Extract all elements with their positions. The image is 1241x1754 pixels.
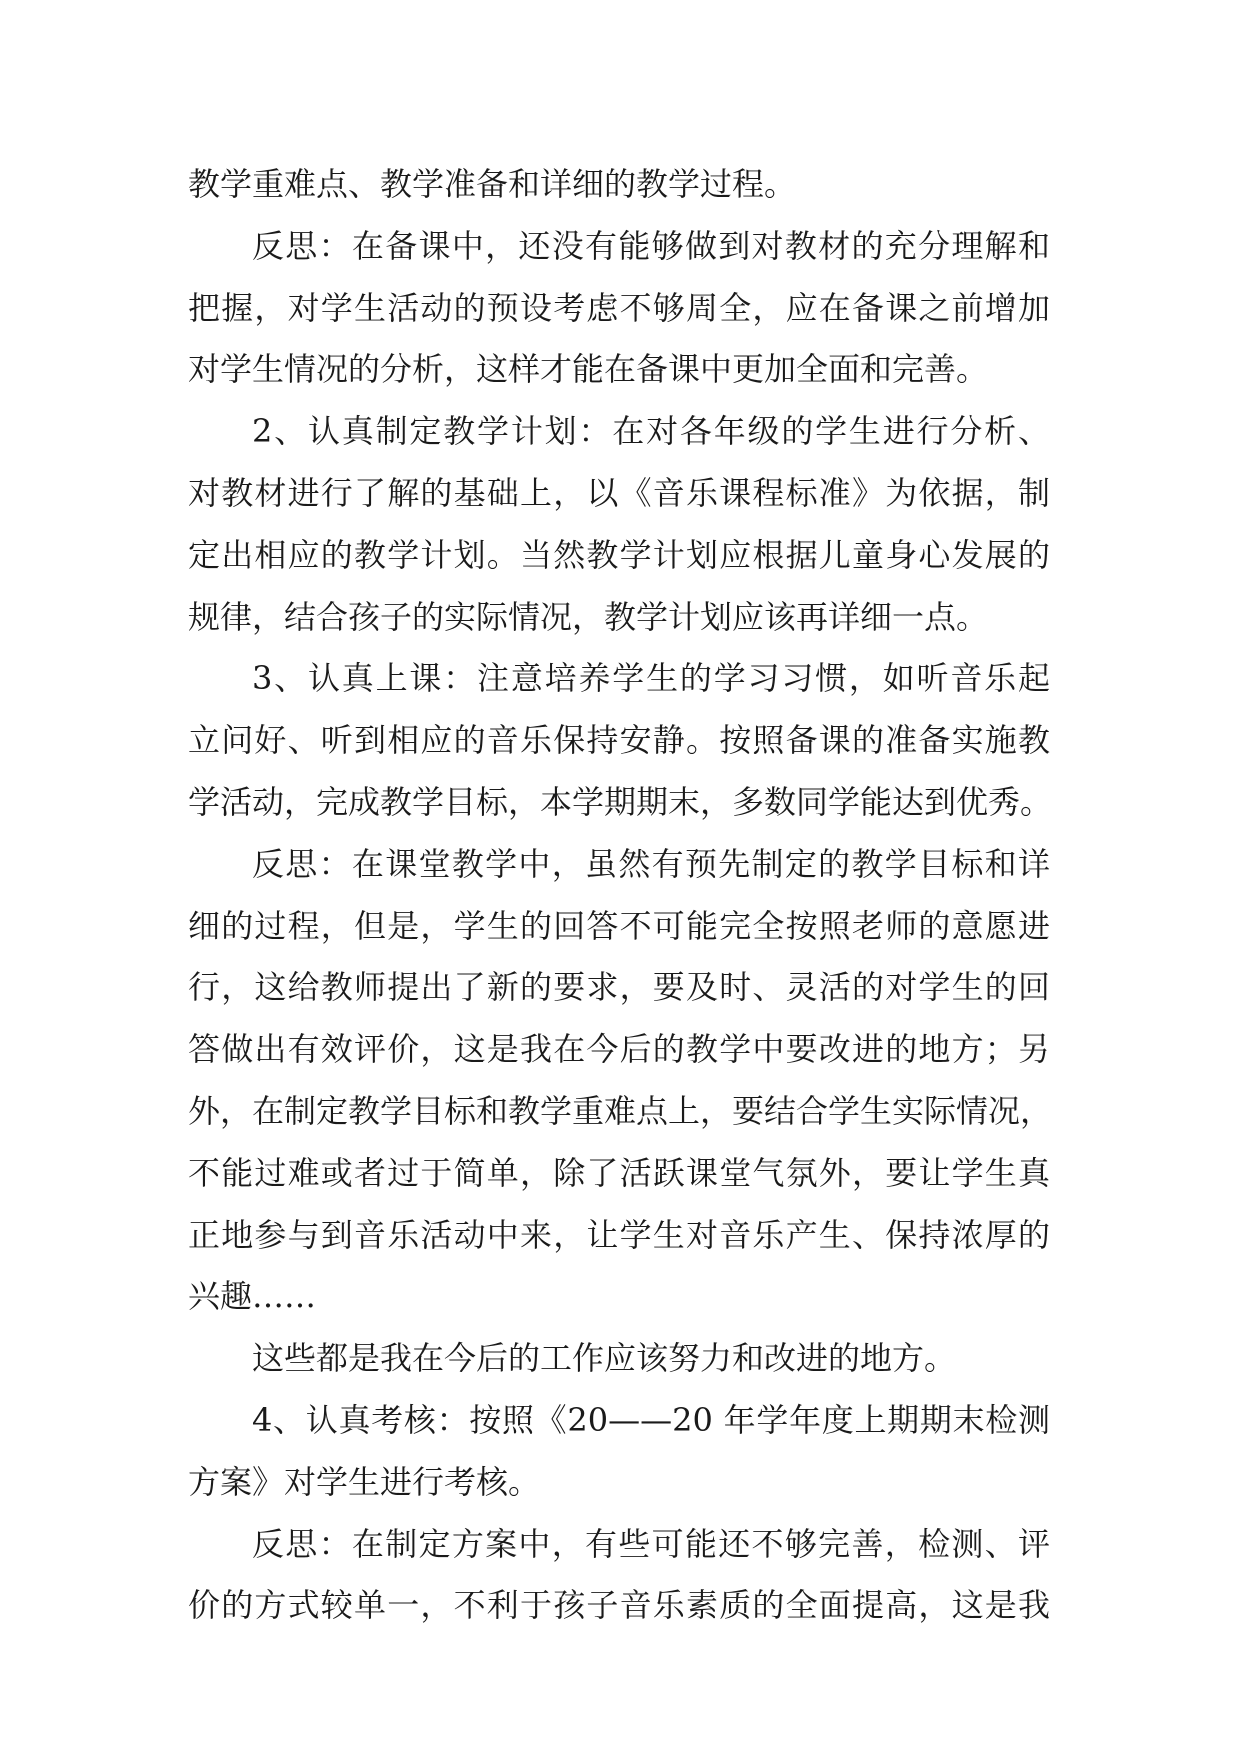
text-line: 反思：在课堂教学中，虽然有预先制定的教学目标和详	[252, 844, 1050, 883]
text-line: 立问好、听到相应的音乐保持安静。按照备课的准备实施教	[188, 721, 1050, 760]
text-line: 答做出有效评价，这是我在今后的教学中要改进的地方；另	[188, 1030, 1050, 1069]
text-line: 行，这给教师提出了新的要求，要及时、灵活的对学生的回	[188, 968, 1050, 1007]
text-line: 外，在制定教学目标和教学重难点上，要结合学生实际情况，	[188, 1091, 1053, 1130]
text-line: 2、认真制定教学计划：在对各年级的学生进行分析、	[252, 412, 1050, 451]
text-line: 价的方式较单一，不利于孩子音乐素质的全面提高，这是我	[188, 1586, 1050, 1625]
text-line: 正地参与到音乐活动中来，让学生对音乐产生、保持浓厚的	[188, 1215, 1050, 1254]
body-text	[188, 154, 1053, 1637]
text-line: 对学生情况的分析，这样才能在备课中更加全面和完善。	[188, 350, 989, 389]
text-line: 定出相应的教学计划。当然教学计划应根据儿童身心发展的	[188, 535, 1050, 574]
text-line: 不能过难或者过于简单，除了活跃课堂气氛外，要让学生真	[188, 1153, 1050, 1192]
text-line: 3、认真上课：注意培养学生的学习习惯，如听音乐起	[252, 659, 1050, 698]
text-line: 这些都是我在今后的工作应该努力和改进的地方。	[252, 1339, 957, 1378]
text-line: 兴趣……	[188, 1277, 317, 1316]
text-line: 学活动，完成教学目标，本学期期末，多数同学能达到优秀。	[188, 782, 1053, 821]
text-line: 教学重难点、教学准备和详细的教学过程。	[188, 165, 797, 203]
text-line: 反思：在备课中，还没有能够做到对教材的充分理解和	[252, 226, 1050, 265]
text-line: 对教材进行了解的基础上，以《音乐课程标准》为依据，制	[188, 473, 1050, 512]
text-line: 方案》对学生进行考核。	[188, 1462, 541, 1501]
text-line: 规律，结合孩子的实际情况，教学计划应该再详细一点。	[188, 597, 989, 636]
text-line: 4、认真考核：按照《20——20 年学年度上期期末检测	[252, 1400, 1050, 1439]
text-line: 把握，对学生活动的预设考虑不够周全，应在备课之前增加	[188, 288, 1050, 327]
text-line: 反思：在制定方案中，有些可能还不够完善，检测、评	[252, 1524, 1050, 1563]
text-line: 细的过程，但是，学生的回答不可能完全按照老师的意愿进	[188, 906, 1050, 945]
